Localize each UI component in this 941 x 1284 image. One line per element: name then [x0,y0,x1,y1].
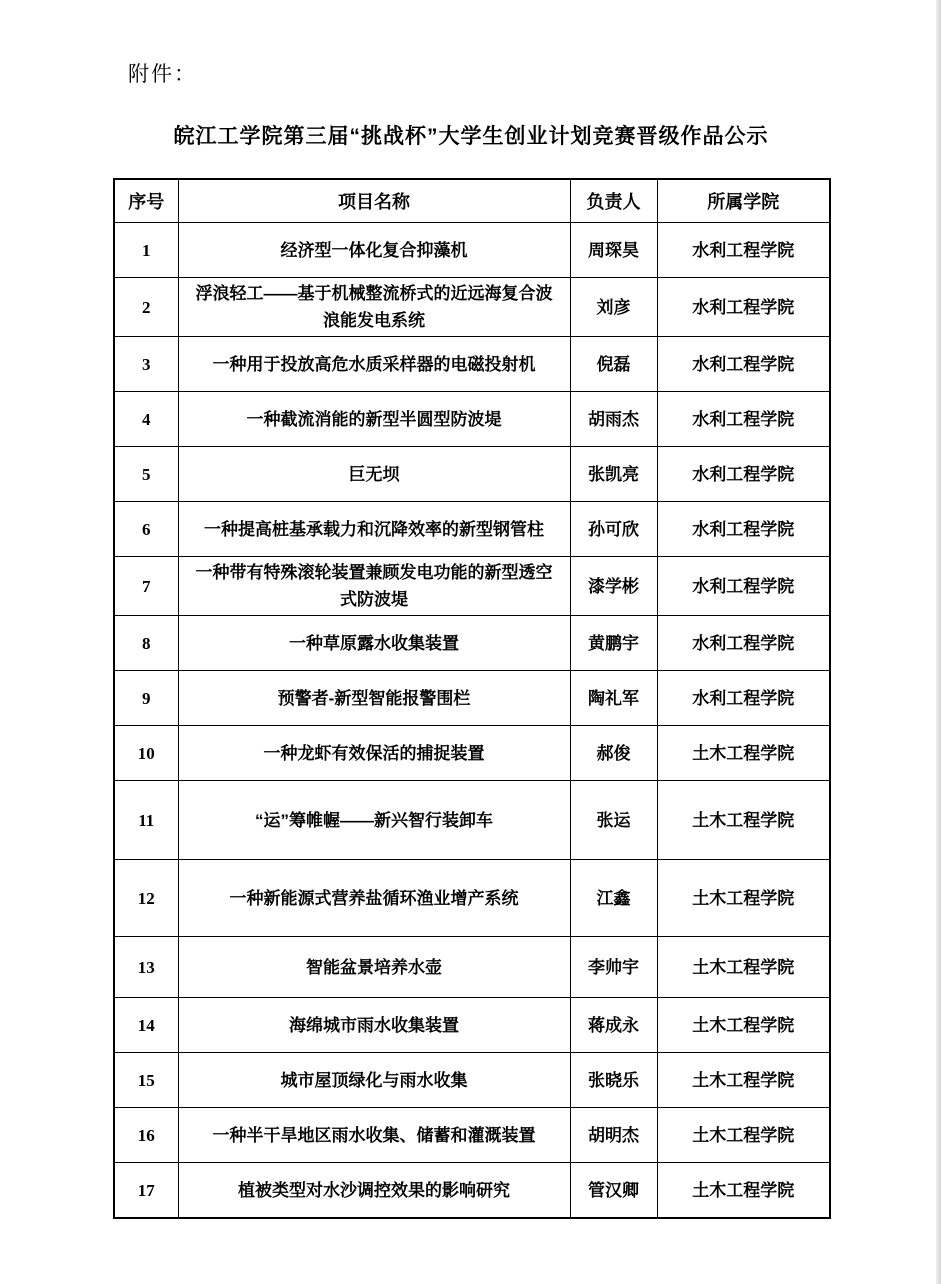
cell-leader: 周琛昊 [570,223,657,278]
page-edge [936,0,941,1284]
cell-college: 土木工程学院 [657,937,830,998]
table-header [114,179,830,223]
cell-college: 水利工程学院 [657,557,830,616]
cell-project: 智能盆景培养水壶 [178,937,570,998]
cell-project: 经济型一体化复合抑藻机 [178,223,570,278]
cell-college: 水利工程学院 [657,502,830,557]
cell-college: 土木工程学院 [657,1053,830,1108]
cell-leader: 李帅宇 [570,937,657,998]
table-row [114,860,830,937]
table-row [114,392,830,447]
cell-leader: 孙可欣 [570,502,657,557]
cell-leader: 张晓乐 [570,1053,657,1108]
cell-project: 一种用于投放高危水质采样器的电磁投射机 [178,337,570,392]
table-row [114,557,830,616]
cell-no: 1 [114,223,178,278]
cell-leader: 刘彦 [570,278,657,337]
attachment-label: 附件： [128,63,197,86]
cell-college: 水利工程学院 [657,337,830,392]
table-row [114,726,830,781]
cell-leader: 陶礼军 [570,671,657,726]
cell-college: 水利工程学院 [657,392,830,447]
cell-leader: 漆学彬 [570,557,657,616]
cell-project: 一种截流消能的新型半圆型防波堤 [178,392,570,447]
cell-leader: 黄鹏宇 [570,616,657,671]
cell-leader: 张运 [570,781,657,860]
cell-no: 16 [114,1108,178,1163]
table-row [114,998,830,1053]
cell-project: 城市屋顶绿化与雨水收集 [178,1053,570,1108]
cell-college: 土木工程学院 [657,781,830,860]
table-row [114,502,830,557]
cell-leader: 胡雨杰 [570,392,657,447]
cell-no: 17 [114,1163,178,1219]
cell-project: 一种草原露水收集装置 [178,616,570,671]
cell-no: 6 [114,502,178,557]
cell-college: 水利工程学院 [657,447,830,502]
cell-leader: 胡明杰 [570,1108,657,1163]
cell-no: 12 [114,860,178,937]
cell-no: 3 [114,337,178,392]
cell-no: 14 [114,998,178,1053]
cell-college: 土木工程学院 [657,726,830,781]
cell-no: 5 [114,447,178,502]
cell-college: 土木工程学院 [657,860,830,937]
cell-leader: 管汉卿 [570,1163,657,1219]
cell-project: 一种带有特殊滚轮装置兼顾发电功能的新型透空式防波堤 [178,557,570,616]
header-leader: 负责人 [570,179,657,223]
table-body [114,223,830,1219]
cell-college: 水利工程学院 [657,671,830,726]
table-row [114,781,830,860]
header-college: 所属学院 [657,179,830,223]
cell-college: 水利工程学院 [657,278,830,337]
cell-leader: 江鑫 [570,860,657,937]
cell-no: 8 [114,616,178,671]
cell-project: 一种龙虾有效保活的捕捉装置 [178,726,570,781]
cell-no: 2 [114,278,178,337]
cell-project: 植被类型对水沙调控效果的影响研究 [178,1163,570,1219]
page-title: 皖江工学院第三届“挑战杯”大学生创业计划竞赛晋级作品公示 [173,125,769,148]
cell-no: 11 [114,781,178,860]
cell-project: 预警者-新型智能报警围栏 [178,671,570,726]
cell-college: 水利工程学院 [657,223,830,278]
table-row [114,616,830,671]
cell-college: 土木工程学院 [657,1163,830,1219]
cell-college: 土木工程学院 [657,1108,830,1163]
table-row [114,447,830,502]
cell-project: 巨无坝 [178,447,570,502]
table-row [114,671,830,726]
table-row [114,1053,830,1108]
cell-no: 7 [114,557,178,616]
cell-no: 15 [114,1053,178,1108]
cell-no: 9 [114,671,178,726]
cell-project: 一种新能源式营养盐循环渔业增产系统 [178,860,570,937]
header-project: 项目名称 [178,179,570,223]
table-row [114,337,830,392]
cell-leader: 蒋成永 [570,998,657,1053]
cell-leader: 倪磊 [570,337,657,392]
cell-project: “运”筹帷幄——新兴智行装卸车 [178,781,570,860]
cell-project: 浮浪轻工——基于机械整流桥式的近远海复合波浪能发电系统 [178,278,570,337]
table-row [114,1163,830,1219]
cell-project: 一种半干旱地区雨水收集、储蓄和灌溉装置 [178,1108,570,1163]
table-row [114,937,830,998]
cell-leader: 郝俊 [570,726,657,781]
table-row [114,278,830,337]
promotion-table [113,178,831,1219]
cell-college: 水利工程学院 [657,616,830,671]
table-row [114,223,830,278]
cell-no: 10 [114,726,178,781]
cell-leader: 张凯亮 [570,447,657,502]
cell-college: 土木工程学院 [657,998,830,1053]
header-no: 序号 [114,179,178,223]
table-row [114,1108,830,1163]
cell-no: 4 [114,392,178,447]
cell-project: 一种提高桩基承载力和沉降效率的新型钢管柱 [178,502,570,557]
cell-no: 13 [114,937,178,998]
cell-project: 海绵城市雨水收集装置 [178,998,570,1053]
